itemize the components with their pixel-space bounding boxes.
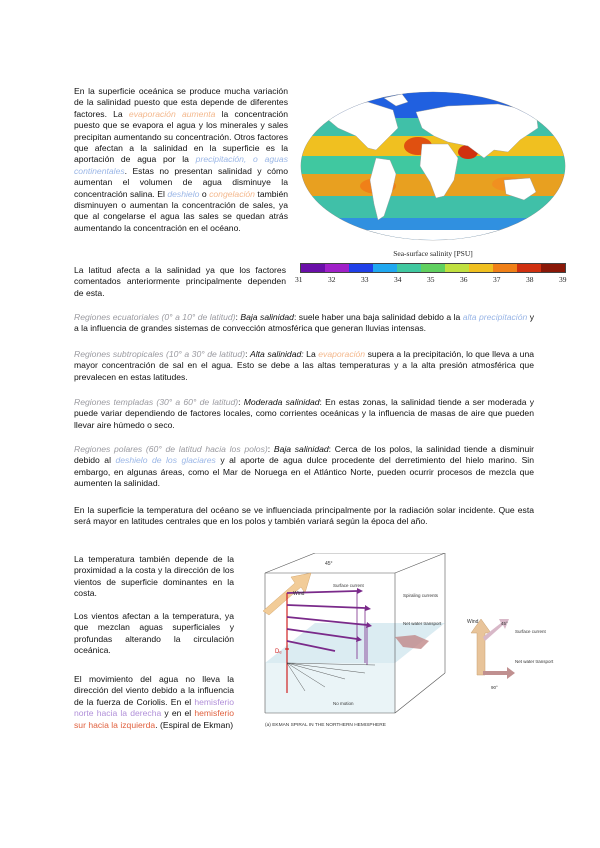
- region-sep: :: [267, 444, 274, 454]
- vector-net-label: Net water transport: [515, 659, 554, 664]
- south-hemisphere-link[interactable]: hemisferio sur hacia la izquierda: [74, 708, 234, 730]
- region-paragraph: [74, 349, 534, 383]
- thaw-link[interactable]: deshielo: [167, 188, 200, 199]
- intro-text-1: En la superficie oceánica se produce mucha variación de la salinidad puesto que esta depende de diferentes factores. La: [74, 86, 288, 119]
- colorbar-swatch: [349, 264, 373, 272]
- colorbar-swatch: [493, 264, 517, 272]
- temperature-paragraph: En la superficie la temperatura del océano se ve influenciada principalmente por la radiación solar incidente. Que esta será mayor en latitudes centrales que en los polos y también variará según la época del año.: [74, 505, 534, 527]
- precipitation-link[interactable]: precipitación, o aguas continentales: [74, 154, 288, 176]
- ekman-45-label: 45°: [325, 561, 333, 567]
- colorbar-swatch: [397, 264, 421, 272]
- intro-text-2: la concentración puesto que se evapora el agua y los minerales y sales precipitan aumentando su concentración. Otros factores que afectan a la salinidad en la superficie es la aportación de agua por la: [74, 108, 288, 165]
- intro-text-4: también disminuyen o aumentan la concentración de sales, ya que al congelarse el agua las sales se quedan atrás aumentando la concentración en el océano.: [74, 188, 288, 233]
- colorbar-tick-label: 31: [295, 275, 303, 284]
- evaporation-link[interactable]: evaporación aumenta: [128, 108, 216, 119]
- region-paragraph: [74, 397, 534, 431]
- colorbar-tick-label: 37: [493, 275, 501, 284]
- north-hemisphere-link[interactable]: hemisferio norte hacia la derecha: [74, 696, 234, 719]
- colorbar-tick-label: 34: [394, 275, 402, 284]
- colorbar-swatch: [301, 264, 325, 272]
- coriolis-paragraph: [74, 674, 234, 731]
- vector-45-label: 45°: [501, 621, 508, 626]
- ekman-vector-diagram: [467, 603, 557, 703]
- region-label: Regiones subtropicales (10° a 30° de latitud): [74, 349, 246, 359]
- region-type: Baja salinidad: [273, 444, 329, 454]
- region-type: Moderada salinidad: [243, 397, 320, 407]
- region-paragraph: [74, 444, 534, 490]
- ekman-no-motion-label: No motion: [333, 701, 354, 706]
- ekman-surface-current-label: Surface current: [333, 583, 364, 588]
- colorbar-tick-label: 35: [427, 275, 435, 284]
- region-label: Regiones templadas (30° a 60° de latitud): [74, 397, 239, 407]
- vector-90-label: 90°: [491, 685, 498, 690]
- ekman-net-transport-label: Net water transport: [403, 621, 442, 626]
- region-label: Regiones polares (60° de latitud hacia los polos): [74, 444, 268, 454]
- coriolis-text-2: y en el: [161, 708, 195, 719]
- intro-paragraph: [74, 86, 288, 234]
- region-link[interactable]: evaporación: [318, 349, 366, 359]
- winds-paragraph: Los vientos afectan a la temperatura, ya que mezclan aguas superficiales y profundas alterando la circulación oceánica.: [74, 611, 234, 656]
- vector-wind-label: Wind: [467, 619, 479, 625]
- colorbar-tick-label: 38: [526, 275, 534, 284]
- colorbar-swatch: [517, 264, 541, 272]
- colorbar-ticks: [295, 275, 567, 285]
- colorbar-title: Sea-surface salinity [PSU]: [393, 249, 473, 258]
- colorbar-swatch: [469, 264, 493, 272]
- coriolis-text-3: . (Espiral de Ekman): [155, 719, 234, 730]
- region-type: Alta salinidad:: [250, 349, 304, 359]
- region-sep: :: [245, 349, 250, 359]
- ekman-spiraling-label: Spiraling currents: [403, 593, 439, 598]
- coriolis-text-1: El movimiento del agua no lleva la dirección del viento debido a la influencia de la fuerza de Coriolis. En el: [74, 674, 234, 707]
- colorbar-swatch: [445, 264, 469, 272]
- colorbar-swatch: [373, 264, 397, 272]
- latitude-paragraph: La latitud afecta a la salinidad ya que los factores comentados anteriormente principalmente dependen de esta.: [74, 265, 286, 298]
- colorbar-tick-label: 32: [328, 275, 336, 284]
- salinity-world-map: [298, 88, 568, 246]
- region-type: Baja salinidad: [240, 312, 294, 322]
- colorbar-swatch: [541, 264, 565, 272]
- coast-paragraph: La temperatura también depende de la proximidad a la costa y la dirección de los vientos de superficie dominantes en la costa.: [74, 554, 234, 599]
- ekman-depth-label: Dₑ: [275, 649, 282, 655]
- region-text-end: supera a la precipitación, lo que lleva a una mayor concentración de sal en el agua. Esto se debe a las altas temperaturas y a la alta presión atmosférica que prevalecen en estas latitudes.: [74, 349, 535, 382]
- region-paragraph: [74, 312, 534, 335]
- region-link[interactable]: deshielo de los glaciares: [115, 455, 216, 466]
- region-link[interactable]: alta precipitación: [462, 312, 528, 322]
- colorbar-swatch: [421, 264, 445, 272]
- region-text-end: y al aporte de agua dulce procedente del derretimiento del hielo marino. Sin embargo, en algunas áreas, como el Mar de Noruega en el Atlántico Norte, pueden ocurrir procesos de mezcla que aumenten la salinidad.: [74, 455, 534, 489]
- intro-text-3: . Estas no presentan salinidad y cómo aumentan el volumen de agua disminuye la concentración salina. El: [74, 165, 288, 199]
- colorbar-swatch: [325, 264, 349, 272]
- vector-surface-label: Surface current: [515, 629, 546, 634]
- colorbar-tick-label: 39: [559, 275, 567, 284]
- region-sep: :: [235, 312, 241, 322]
- region-text: La: [303, 349, 319, 359]
- region-text: : Cerca de los polos, la salinidad tiende a disminuir debido al: [74, 444, 535, 466]
- region-text: : suele haber una baja salinidad debido a la: [293, 312, 463, 322]
- intro-or: o: [199, 188, 210, 199]
- salinity-colorbar: [295, 248, 568, 290]
- freezing-link[interactable]: congelación: [209, 188, 255, 199]
- ekman-caption: (a) EKMAN SPIRAL IN THE NORTHERN HEMISPHERE: [265, 723, 386, 728]
- colorbar-tick-label: 33: [361, 275, 369, 284]
- region-text-end: y a la influencia de grandes sistemas de convección atmosférica que generan lluvias intensas.: [74, 312, 535, 334]
- colorbar-strip: [300, 263, 566, 273]
- region-text: : En estas zonas, la salinidad tiende a ser moderada y puede variar dependiendo de factores locales, como corrientes oceánicas y la influencia de masas de aire que pueden llevar aire húmedo o seco.: [74, 397, 535, 430]
- colorbar-tick-label: 36: [460, 275, 468, 284]
- region-label: Regiones ecuatoriales (0° a 10° de latitud): [74, 312, 236, 322]
- region-sep: :: [238, 397, 244, 407]
- ekman-wind-label: Wind: [293, 591, 305, 597]
